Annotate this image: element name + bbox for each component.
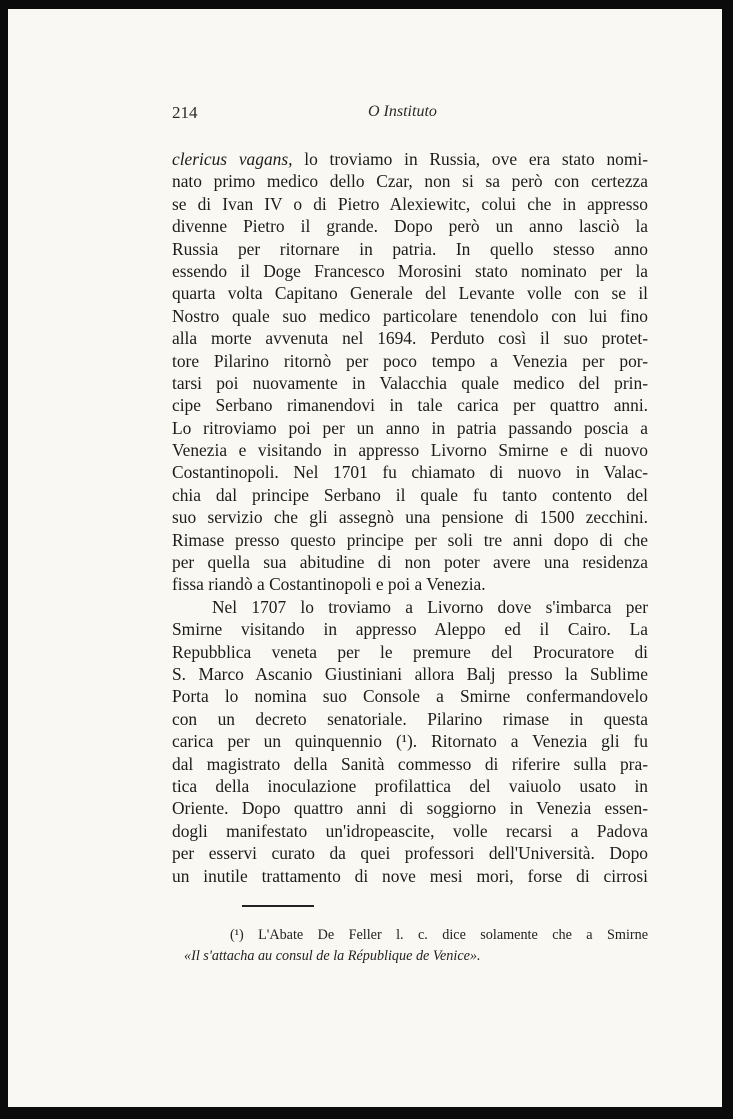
text-line: per quella sua abitudine di non poter avere una residenza <box>172 552 648 573</box>
text-line: Venezia e visitando in appresso Livorno Smirne e di nuovo <box>172 440 648 461</box>
scanned-page <box>8 9 722 1107</box>
text-line: Smirne visitando in appresso Aleppo ed il Cairo. La <box>172 619 648 640</box>
footnote-line: «Il s'attacha au consul de la République de Venice». <box>184 948 481 964</box>
text-line: suo servizio che gli assegnò una pensione di 1500 zecchini. <box>172 507 648 528</box>
text-line: Porta lo nomina suo Console a Smirne confermandovelo <box>172 686 648 707</box>
page-number: 214 <box>172 103 198 122</box>
text-line: alla morte avvenuta nel 1694. Perduto così il suo protet- <box>172 328 648 349</box>
text-line: per esservi curato da quei professori dell'Università. Dopo <box>172 843 648 864</box>
text-line: con un decreto senatoriale. Pilarino rimase in questa <box>172 708 648 729</box>
text-line: nato primo medico dello Czar, non si sa però con certezza <box>172 171 648 192</box>
text-line: tica della inoculazione profilattica del vaiuolo usato in <box>172 775 648 796</box>
footnotes <box>172 925 648 967</box>
footnote-divider <box>242 905 314 907</box>
text-line: divenne Pietro il grande. Dopo però un anno lasciò la <box>172 216 648 237</box>
text-line: dogli manifestato un'idropeascite, volle recarsi a Padova <box>172 820 648 841</box>
text-line: clericus vagans, lo troviamo in Russia, ove era stato nomi- <box>172 149 648 169</box>
text-line: S. Marco Ascanio Giustiniani allora Balj presso la Sublime <box>172 663 648 684</box>
text-line: Russia per ritornare in patria. In quello stesso anno <box>172 238 648 259</box>
text-line: Oriente. Dopo quattro anni di soggiorno in Venezia essen- <box>172 798 648 819</box>
text-line: tore Pilarino ritornò per poco tempo a Venezia per por- <box>172 350 648 371</box>
footnote-line: (¹) L'Abate De Feller l. c. dice solamente che a Smirne <box>230 927 648 943</box>
text-line: chia dal principe Serbano il quale fu tanto contento del <box>172 484 648 505</box>
italic-phrase: clericus vagans, <box>172 149 293 169</box>
text-line: Nostro quale suo medico particolare tenendolo con lui fino <box>172 305 648 326</box>
running-head <box>8 97 722 127</box>
text-line: tarsi poi nuovamente in Valacchia quale medico del prin- <box>172 372 648 393</box>
text-line: carica per un quinquennio (¹). Ritornato a Venezia gli fu <box>172 731 648 752</box>
text-line: Costantinopoli. Nel 1701 fu chiamato di nuovo in Valac- <box>172 462 648 483</box>
text-line: cipe Serbano rimanendovi in tale carica per quattro anni. <box>172 395 648 416</box>
text-line: se di Ivan IV o di Pietro Alexiewitc, colui che in appresso <box>172 193 648 214</box>
text-line: Lo ritroviamo poi per un anno in patria passando poscia a <box>172 417 648 438</box>
body-text <box>172 148 648 887</box>
text-line: essendo il Doge Francesco Morosini stato nominato per la <box>172 260 648 281</box>
running-title: O Instituto <box>368 103 437 120</box>
text-line: Nel 1707 lo troviamo a Livorno dove s'imbarca per <box>212 596 648 617</box>
text-line: un inutile trattamento di nove mesi mori, forse di cirrosi <box>172 865 648 886</box>
text-line: quarta volta Capitano Generale del Levante volle con se il <box>172 283 648 304</box>
text-line: dal magistrato della Sanità commesso di riferire sulla pra- <box>172 753 648 774</box>
text-line: Rimase presso questo principe per soli tre anni dopo di che <box>172 529 648 550</box>
text-line: fissa riandò a Costantinopoli e poi a Venezia. <box>172 574 486 595</box>
text-line: Repubblica veneta per le premure del Procuratore di <box>172 641 648 662</box>
